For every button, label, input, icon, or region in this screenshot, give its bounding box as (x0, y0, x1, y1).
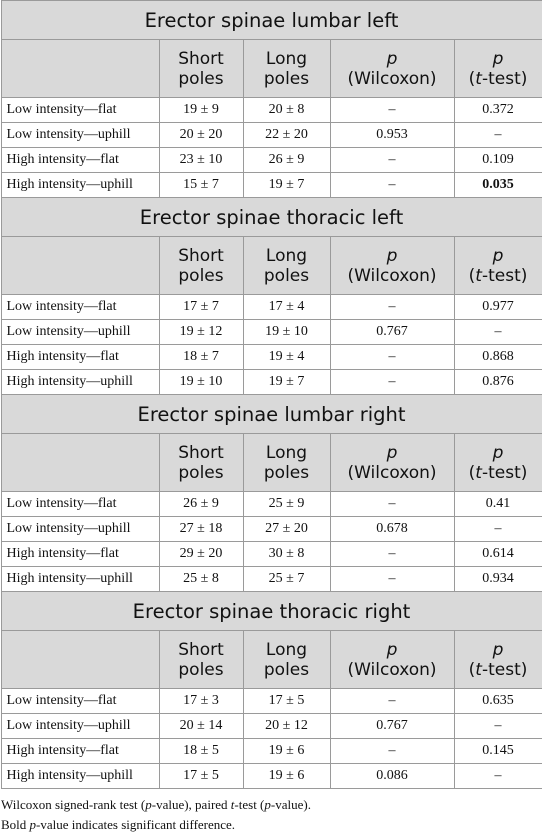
cell-p-ttest: 0.372 (454, 98, 542, 123)
cell-short-poles: 25 ± 8 (159, 567, 243, 592)
column-header-row (1, 237, 542, 295)
row-label: High intensity—uphill (1, 173, 159, 198)
header-text: Short (178, 48, 224, 69)
table-row (1, 542, 542, 567)
cell-p-ttest: 0.934 (454, 567, 542, 592)
cell-short-poles: 19 ± 9 (159, 98, 243, 123)
footnote-text: Bold (1, 817, 30, 832)
cell-p-wilcoxon: – (330, 370, 454, 395)
header-p-symbol: p (386, 48, 398, 69)
cell-p-wilcoxon: 0.953 (330, 123, 454, 148)
row-label: Low intensity—flat (1, 295, 159, 320)
cell-long-poles: 19 ± 7 (243, 370, 330, 395)
footnote-text: -value indicates significant difference. (36, 817, 236, 832)
table-footnotes (0, 795, 542, 835)
cell-p-ttest: – (454, 517, 542, 542)
cell-short-poles: 17 ± 5 (159, 764, 243, 789)
footnote-bold (1, 815, 542, 835)
header-t-symbol: t (475, 659, 482, 680)
table-row (1, 173, 542, 198)
header-long-poles (243, 237, 330, 295)
section-title-row (1, 1, 542, 40)
table-row (1, 714, 542, 739)
row-label: High intensity—flat (1, 148, 159, 173)
column-header-row (1, 40, 542, 98)
table-row (1, 345, 542, 370)
row-label: Low intensity—flat (1, 98, 159, 123)
footnote-p-symbol: p (29, 817, 37, 832)
cell-short-poles: 18 ± 7 (159, 345, 243, 370)
header-text: poles (178, 659, 224, 680)
cell-p-ttest: – (454, 123, 542, 148)
header-text: (Wilcoxon) (347, 462, 437, 483)
header-text: poles (178, 68, 224, 89)
cell-p-wilcoxon: – (330, 345, 454, 370)
header-p-wilcoxon (330, 237, 454, 295)
header-text: poles (178, 265, 224, 286)
header-p-wilcoxon (330, 631, 454, 689)
row-label: High intensity—flat (1, 345, 159, 370)
cell-short-poles: 29 ± 20 (159, 542, 243, 567)
header-text: (Wilcoxon) (347, 659, 437, 680)
table-row (1, 370, 542, 395)
table-row (1, 98, 542, 123)
row-label: High intensity—uphill (1, 370, 159, 395)
cell-long-poles: 19 ± 6 (243, 739, 330, 764)
row-label: High intensity—flat (1, 739, 159, 764)
header-text: Long (265, 442, 308, 463)
cell-p-ttest: 0.868 (454, 345, 542, 370)
header-long-poles (243, 40, 330, 98)
header-text: ( (468, 462, 476, 483)
cell-p-ttest: 0.977 (454, 295, 542, 320)
header-blank (1, 237, 159, 295)
cell-short-poles: 20 ± 20 (159, 123, 243, 148)
cell-long-poles: 17 ± 4 (243, 295, 330, 320)
cell-p-ttest: 0.109 (454, 148, 542, 173)
section-title: Erector spinae thoracic left (1, 198, 542, 237)
header-text: poles (263, 68, 310, 89)
cell-p-ttest: 0.635 (454, 689, 542, 714)
row-label: Low intensity—flat (1, 492, 159, 517)
row-label: Low intensity—uphill (1, 320, 159, 345)
header-text: poles (263, 462, 310, 483)
header-p-wilcoxon (330, 434, 454, 492)
footnote-p-symbol: p (145, 797, 152, 812)
cell-long-poles: 20 ± 12 (243, 714, 330, 739)
section-title-row (1, 198, 542, 237)
header-blank (1, 631, 159, 689)
cell-short-poles: 27 ± 18 (159, 517, 243, 542)
footnote-text: Wilcoxon signed-rank test ( (1, 797, 146, 812)
cell-long-poles: 27 ± 20 (243, 517, 330, 542)
cell-long-poles: 19 ± 6 (243, 764, 330, 789)
table-row (1, 517, 542, 542)
header-text: Short (178, 442, 224, 463)
column-header-row (1, 434, 542, 492)
table-row (1, 123, 542, 148)
header-text: Short (178, 245, 224, 266)
header-text: -test) (481, 462, 528, 483)
cell-short-poles: 15 ± 7 (159, 173, 243, 198)
cell-long-poles: 25 ± 7 (243, 567, 330, 592)
header-text: -test) (481, 68, 528, 89)
cell-p-ttest: 0.614 (454, 542, 542, 567)
row-label: High intensity—uphill (1, 567, 159, 592)
cell-p-wilcoxon: – (330, 739, 454, 764)
table-row (1, 320, 542, 345)
cell-short-poles: 18 ± 5 (159, 739, 243, 764)
cell-p-wilcoxon: 0.767 (330, 320, 454, 345)
header-t-symbol: t (475, 265, 482, 286)
section-title: Erector spinae thoracic right (1, 592, 542, 631)
cell-p-wilcoxon: – (330, 98, 454, 123)
header-p-symbol: p (386, 639, 398, 660)
cell-short-poles: 17 ± 3 (159, 689, 243, 714)
header-text: poles (178, 462, 224, 483)
row-label: High intensity—uphill (1, 764, 159, 789)
header-p-ttest (454, 434, 542, 492)
cell-short-poles: 26 ± 9 (159, 492, 243, 517)
cell-long-poles: 19 ± 7 (243, 173, 330, 198)
header-text: (Wilcoxon) (347, 68, 437, 89)
header-text: ( (468, 659, 476, 680)
header-p-ttest (454, 40, 542, 98)
header-p-symbol: p (492, 245, 504, 266)
table-row (1, 567, 542, 592)
header-p-wilcoxon (330, 40, 454, 98)
header-short-poles (159, 40, 243, 98)
header-text: -test) (481, 659, 528, 680)
cell-p-wilcoxon: – (330, 173, 454, 198)
row-label: Low intensity—flat (1, 689, 159, 714)
row-label: High intensity—flat (1, 542, 159, 567)
header-blank (1, 434, 159, 492)
table-row (1, 689, 542, 714)
cell-p-wilcoxon: – (330, 542, 454, 567)
cell-long-poles: 30 ± 8 (243, 542, 330, 567)
cell-short-poles: 19 ± 10 (159, 370, 243, 395)
header-text: Short (178, 639, 224, 660)
row-label: Low intensity—uphill (1, 517, 159, 542)
table-body (1, 1, 542, 789)
cell-short-poles: 20 ± 14 (159, 714, 243, 739)
footnote-tests (1, 795, 542, 815)
cell-long-poles: 20 ± 8 (243, 98, 330, 123)
cell-short-poles: 19 ± 12 (159, 320, 243, 345)
table-row (1, 148, 542, 173)
column-header-row (1, 631, 542, 689)
section-title: Erector spinae lumbar right (1, 395, 542, 434)
header-short-poles (159, 434, 243, 492)
row-label: Low intensity—uphill (1, 714, 159, 739)
row-label: Low intensity—uphill (1, 123, 159, 148)
section-title: Erector spinae lumbar left (1, 1, 542, 40)
header-p-ttest (454, 237, 542, 295)
cell-long-poles: 22 ± 20 (243, 123, 330, 148)
cell-p-ttest: 0.035 (454, 173, 542, 198)
cell-p-wilcoxon: – (330, 689, 454, 714)
header-t-symbol: t (475, 68, 482, 89)
table-row (1, 492, 542, 517)
cell-long-poles: 19 ± 4 (243, 345, 330, 370)
header-text: Long (265, 639, 308, 660)
cell-short-poles: 23 ± 10 (159, 148, 243, 173)
cell-long-poles: 19 ± 10 (243, 320, 330, 345)
header-text: Long (265, 48, 308, 69)
header-long-poles (243, 434, 330, 492)
table-row (1, 739, 542, 764)
footnote-t-symbol: t (230, 797, 235, 812)
header-blank (1, 40, 159, 98)
header-text: poles (263, 265, 310, 286)
cell-p-wilcoxon: – (330, 148, 454, 173)
header-long-poles (243, 631, 330, 689)
cell-short-poles: 17 ± 7 (159, 295, 243, 320)
header-text: (Wilcoxon) (347, 265, 437, 286)
cell-p-ttest: – (454, 320, 542, 345)
footnote-text: -test ( (234, 797, 265, 812)
header-p-symbol: p (386, 442, 398, 463)
cell-p-wilcoxon: – (330, 492, 454, 517)
cell-p-ttest: – (454, 714, 542, 739)
cell-p-wilcoxon: 0.086 (330, 764, 454, 789)
header-p-symbol: p (492, 639, 504, 660)
section-title-row (1, 592, 542, 631)
header-short-poles (159, 631, 243, 689)
cell-long-poles: 17 ± 5 (243, 689, 330, 714)
table-row (1, 295, 542, 320)
header-p-symbol: p (386, 245, 398, 266)
cell-long-poles: 25 ± 9 (243, 492, 330, 517)
cell-long-poles: 26 ± 9 (243, 148, 330, 173)
header-text: ( (468, 265, 476, 286)
cell-p-ttest: 0.876 (454, 370, 542, 395)
header-p-ttest (454, 631, 542, 689)
cell-p-wilcoxon: 0.678 (330, 517, 454, 542)
header-p-symbol: p (492, 48, 504, 69)
cell-p-wilcoxon: – (330, 295, 454, 320)
footnote-text: -value), paired (151, 797, 231, 812)
header-text: Long (265, 245, 308, 266)
cell-p-ttest: – (454, 764, 542, 789)
header-text: -test) (481, 265, 528, 286)
table-row (1, 764, 542, 789)
section-title-row (1, 395, 542, 434)
cell-p-wilcoxon: 0.767 (330, 714, 454, 739)
header-short-poles (159, 237, 243, 295)
cell-p-ttest: 0.41 (454, 492, 542, 517)
footnote-text: -value). (270, 797, 311, 812)
cell-p-wilcoxon: – (330, 567, 454, 592)
header-text: ( (468, 68, 476, 89)
cell-p-ttest: 0.145 (454, 739, 542, 764)
emg-comparison-table (1, 0, 542, 789)
footnote-p-symbol: p (264, 797, 271, 812)
header-t-symbol: t (475, 462, 482, 483)
header-text: poles (263, 659, 310, 680)
header-p-symbol: p (492, 442, 504, 463)
